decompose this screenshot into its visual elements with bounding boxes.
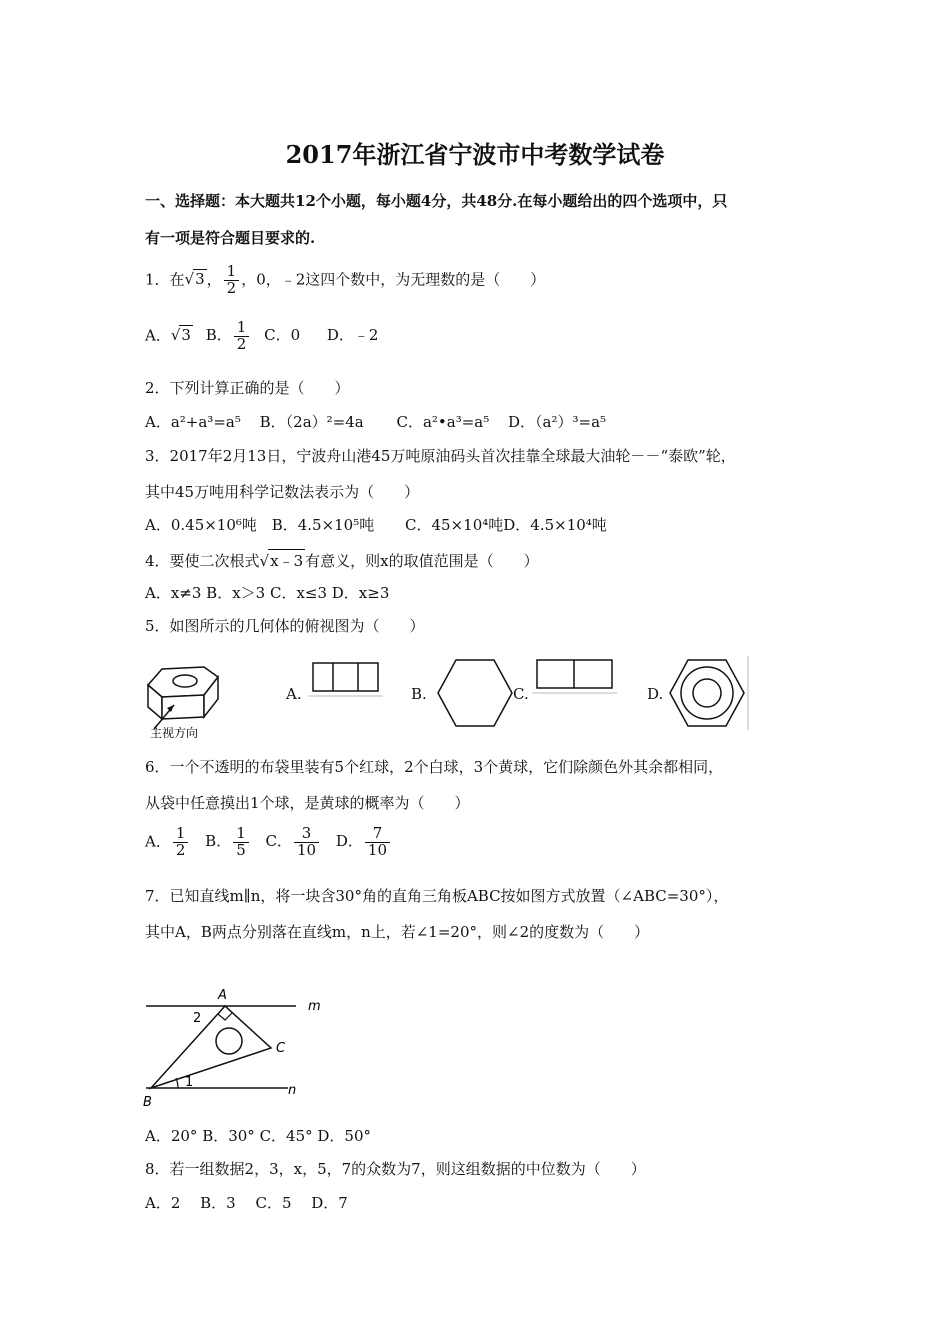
q8-options: A．2 B．3 C．5 D．7 <box>145 1194 348 1212</box>
label-2: 2 <box>193 1011 202 1026</box>
option-c-rect-two-cells <box>532 657 617 697</box>
q6-option-a-fraction <box>173 826 189 859</box>
figure-caption: 主视方向 <box>150 726 199 740</box>
q1-option-b: B． <box>205 326 232 345</box>
q1-option-b-denominator: 2 <box>236 334 247 353</box>
q3-options <box>145 514 607 535</box>
q6-line2: 从袋中任意摸出1个球，是黄球的概率为（ ） <box>145 794 470 812</box>
q3-line1: 3．2017年2月13日，宁波舟山港45万吨原油码头首次挂靠全球最大油轮－－“泰欧”轮， <box>145 447 736 465</box>
q6-option-b-fraction <box>233 826 249 859</box>
q2-option-d: D．（a²）³=a⁵ <box>508 413 607 431</box>
option-b-hexagon <box>432 654 517 732</box>
q2-stem: 2．下列计算正确的是（ ） <box>145 379 350 397</box>
q1-options <box>145 320 378 353</box>
q3-option-d: D．4.5×10⁴吨 <box>503 516 607 534</box>
sqrt-symbol: √x﹣3 <box>260 549 306 571</box>
q5-option-d-label: D. <box>647 685 664 703</box>
q1-frac-numerator: 1 <box>224 264 240 281</box>
q1-option-a: A． <box>145 326 171 345</box>
q6-option-c: C． <box>265 832 293 851</box>
q1-option-b-numerator: 1 <box>234 320 250 337</box>
q4-radicand: x﹣3 <box>268 549 305 571</box>
question-4 <box>145 549 539 571</box>
q6-a-denominator: 2 <box>175 840 186 859</box>
q6-b-denominator: 5 <box>236 840 246 859</box>
q5-option-a-label: A. <box>286 685 302 703</box>
q3-option-c: C．45×10⁴吨 <box>405 516 504 534</box>
q6-b-numerator: 1 <box>233 826 249 843</box>
q3-option-b: B．4.5×10⁵吨 <box>271 516 375 534</box>
q4-suffix: 有意义，则x的取值范围是（ ） <box>305 552 539 570</box>
q6-line1: 6．一个不透明的布袋里装有5个红球，2个白球，3个黄球，它们除颜色外其余都相同， <box>145 758 724 776</box>
q2-option-a: A．a²+a³=a⁵ <box>145 413 241 431</box>
q6-c-numerator: 3 <box>294 826 319 843</box>
q1-frac-denominator: 2 <box>226 278 237 297</box>
q4-prefix: 4．要使二次根式 <box>145 552 260 570</box>
q1-fraction <box>224 264 240 297</box>
q1-option-b-fraction <box>234 320 250 353</box>
q5-option-c-label: C. <box>513 685 529 703</box>
q1-radicand: 3 <box>195 270 205 289</box>
q6-option-d-fraction <box>365 826 390 859</box>
q6-option-d: D． <box>335 832 363 851</box>
sqrt-symbol: √3 <box>170 326 191 345</box>
q6-option-a: A． <box>145 832 171 851</box>
label-m: m <box>308 999 321 1014</box>
section-heading-line2: 有一项是符合题目要求的. <box>145 229 316 247</box>
q6-option-b: B． <box>205 832 232 851</box>
q1-suffix: ，0，﹣2这四个数中，为无理数的是（ ） <box>241 270 546 289</box>
label-c: C <box>276 1041 286 1056</box>
q2-option-b: B．（2a）²=4a <box>259 413 364 431</box>
option-a-rect-three-cells <box>308 660 383 700</box>
label-a: A <box>218 988 227 1003</box>
q7-line1: 7．已知直线m∥n，将一块含30°角的直角三角板ABC按如图方式放置（∠ABC=30°）， <box>145 887 729 905</box>
q4-options: A．x≠3 B．x＞3 C．x≤3 D．x≥3 <box>145 584 390 602</box>
q5-option-b-label: B. <box>411 685 427 703</box>
q5-stem: 5．如图所示的几何体的俯视图为（ ） <box>145 617 425 635</box>
q6-options <box>145 826 392 859</box>
q1-option-d: D．﹣2 <box>326 326 379 345</box>
hex-nut-solid-figure <box>140 655 235 740</box>
q3-option-a: A．0.45×10⁶吨 <box>145 516 257 534</box>
q1-option-a-radicand: 3 <box>181 326 191 345</box>
q1-prefix: 1．在 <box>145 270 185 289</box>
q6-d-denominator: 10 <box>367 840 388 859</box>
sqrt-symbol: √3 <box>184 270 205 289</box>
q1-option-c: C．0 <box>264 326 301 345</box>
q8-stem: 8．若一组数据2，3，x，5，7的众数为7，则这组数据的中位数为（ ） <box>145 1160 646 1178</box>
q6-d-numerator: 7 <box>365 826 390 843</box>
section-heading-line1: 一、选择题：本大题共12个小题，每小题4分，共48分.在每小题给出的四个选项中，只 <box>145 192 728 210</box>
question-1 <box>145 264 545 297</box>
page-title: 2017年浙江省宁波市中考数学试卷 <box>285 140 665 169</box>
q7-options: A．20° B．30° C．45° D．50° <box>145 1127 372 1145</box>
label-1: 1 <box>185 1075 194 1090</box>
q6-option-c-fraction <box>294 826 319 859</box>
label-b: B <box>143 1095 152 1110</box>
option-d-hexagon-with-circle <box>666 654 752 732</box>
parallel-lines-triangle-figure <box>138 982 338 1112</box>
q2-options <box>145 411 606 432</box>
q1-sep: ， <box>206 270 222 289</box>
q6-a-numerator: 1 <box>173 826 189 843</box>
label-n: n <box>288 1083 297 1098</box>
q7-line2: 其中A，B两点分别落在直线m，n上，若∠1=20°，则∠2的度数为（ ） <box>145 923 650 941</box>
q3-line2: 其中45万吨用科学记数法表示为（ ） <box>145 483 420 501</box>
q6-c-denominator: 10 <box>297 840 317 859</box>
q2-option-c: C．a²•a³=a⁵ <box>396 413 490 431</box>
